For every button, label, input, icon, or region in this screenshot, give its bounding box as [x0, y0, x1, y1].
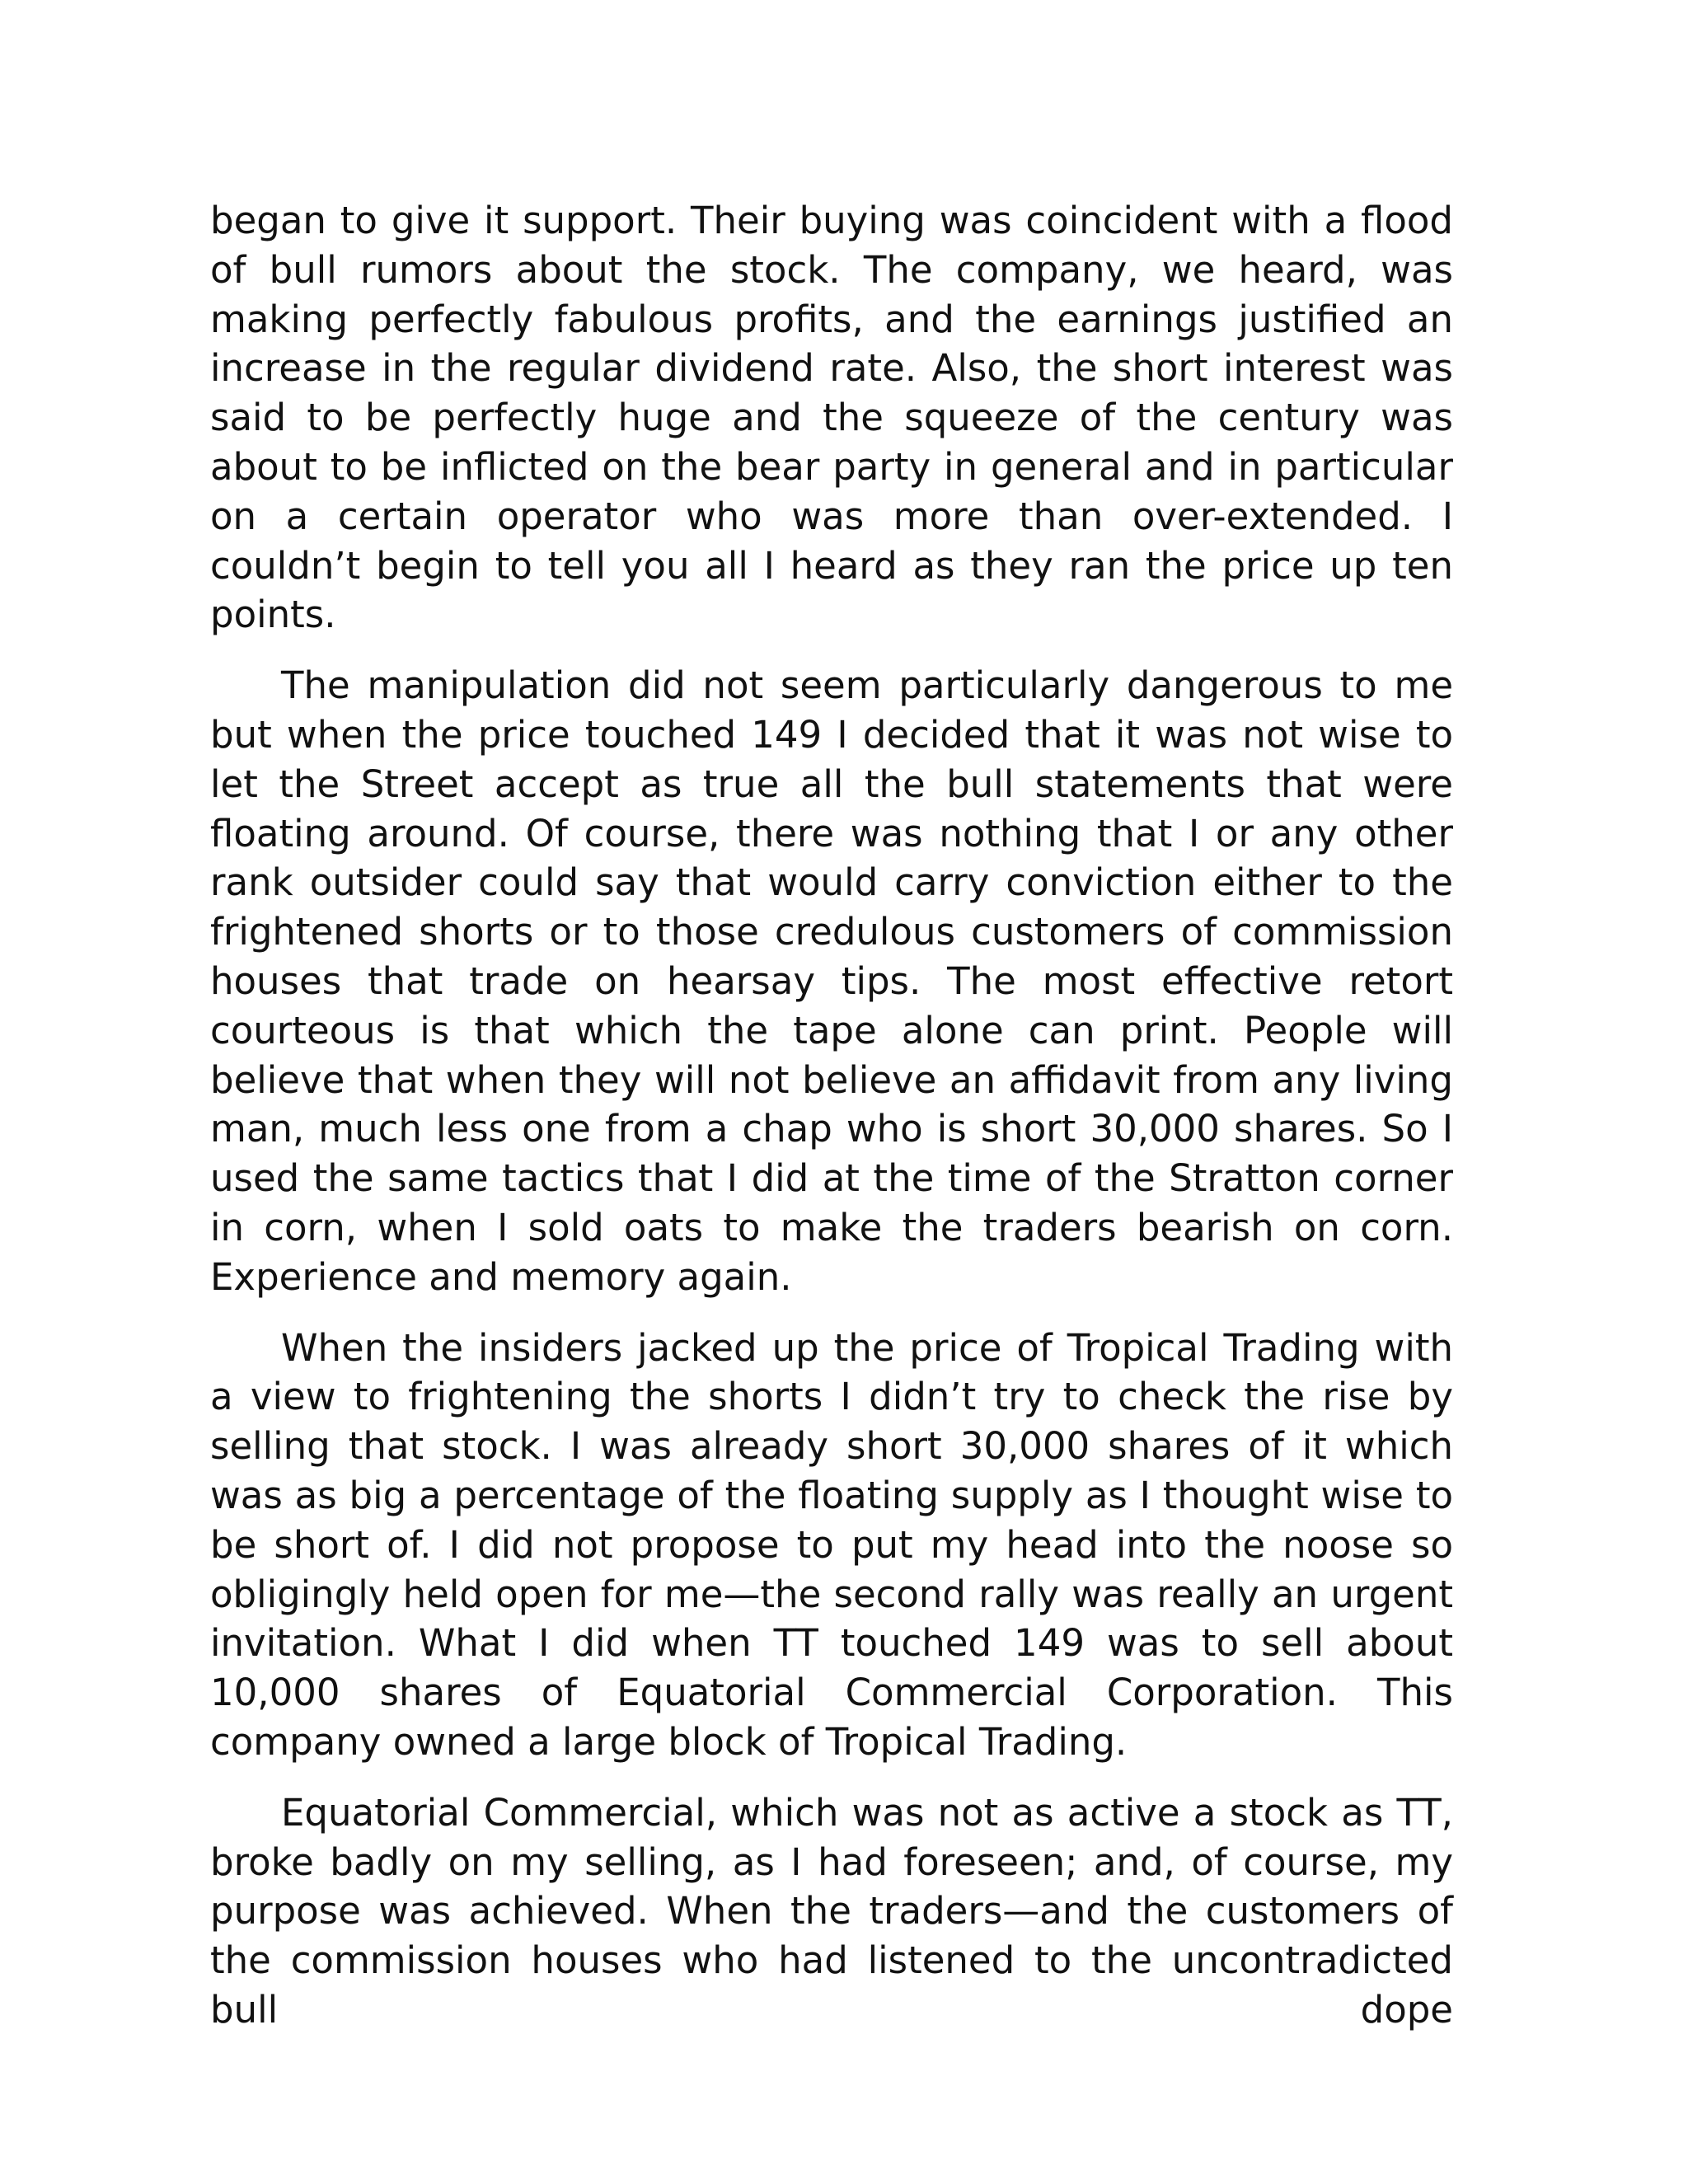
paragraph-4: Equatorial Commercial, which was not as active a stock as TT, broke badly on my selling, as I had foreseen; and, of course, my purpose was achieved. When the traders—and the customers of the commission houses who had listened to the uncontradicted bull dope [210, 1790, 1453, 2032]
paragraph-2: The manipulation did not seem particularly dangerous to me but when the price touched 149 I decided that it was not wise to let the Street accept as true all the bull statements that were floating around. Of course, there was nothing that I or any other rank outsider could say that would carry conviction either to the frightened shorts or to those credulous customers of commission houses that trade on hearsay tips. The most effective retort courteous is that which the tape alone can print. People will believe that when they will not believe an affidavit from any living man, much less one from a chap who is short 30,000 shares. So I used the same tactics that I did at the time of the Stratton corner in corn, when I sold oats to make the traders bearish on corn. Experience and memory again. [210, 663, 1453, 1299]
paragraph-1: began to give it support. Their buying was coincident with a flood of bull rumors about the stock. The company, we heard, was making perfectly fabulous profits, and the earnings justified an increase in the regular dividend rate. Also, the short interest was said to be perfectly huge and the squeeze of the century was about to be inflicted on the bear party in general and in particular on a certain operator who was more than over-extended. I couldn’t begin to tell you all I heard as they ran the price up ten points. [210, 199, 1453, 637]
body-text [210, 196, 1453, 2056]
paragraph-3: When the insiders jacked up the price of Tropical Trading with a view to frightening the shorts I didn’t try to check the rise by selling that stock. I was already short 30,000 shares of it which was as big a percentage of the floating supply as I thought wise to be short of. I did not propose to put my head into the noose so obligingly held open for me—the second rally was really an urgent invitation. What I did when TT touched 149 was to sell about 10,000 shares of Equatorial Commercial Corporation. This company owned a large block of Tropical Trading. [210, 1325, 1453, 1764]
